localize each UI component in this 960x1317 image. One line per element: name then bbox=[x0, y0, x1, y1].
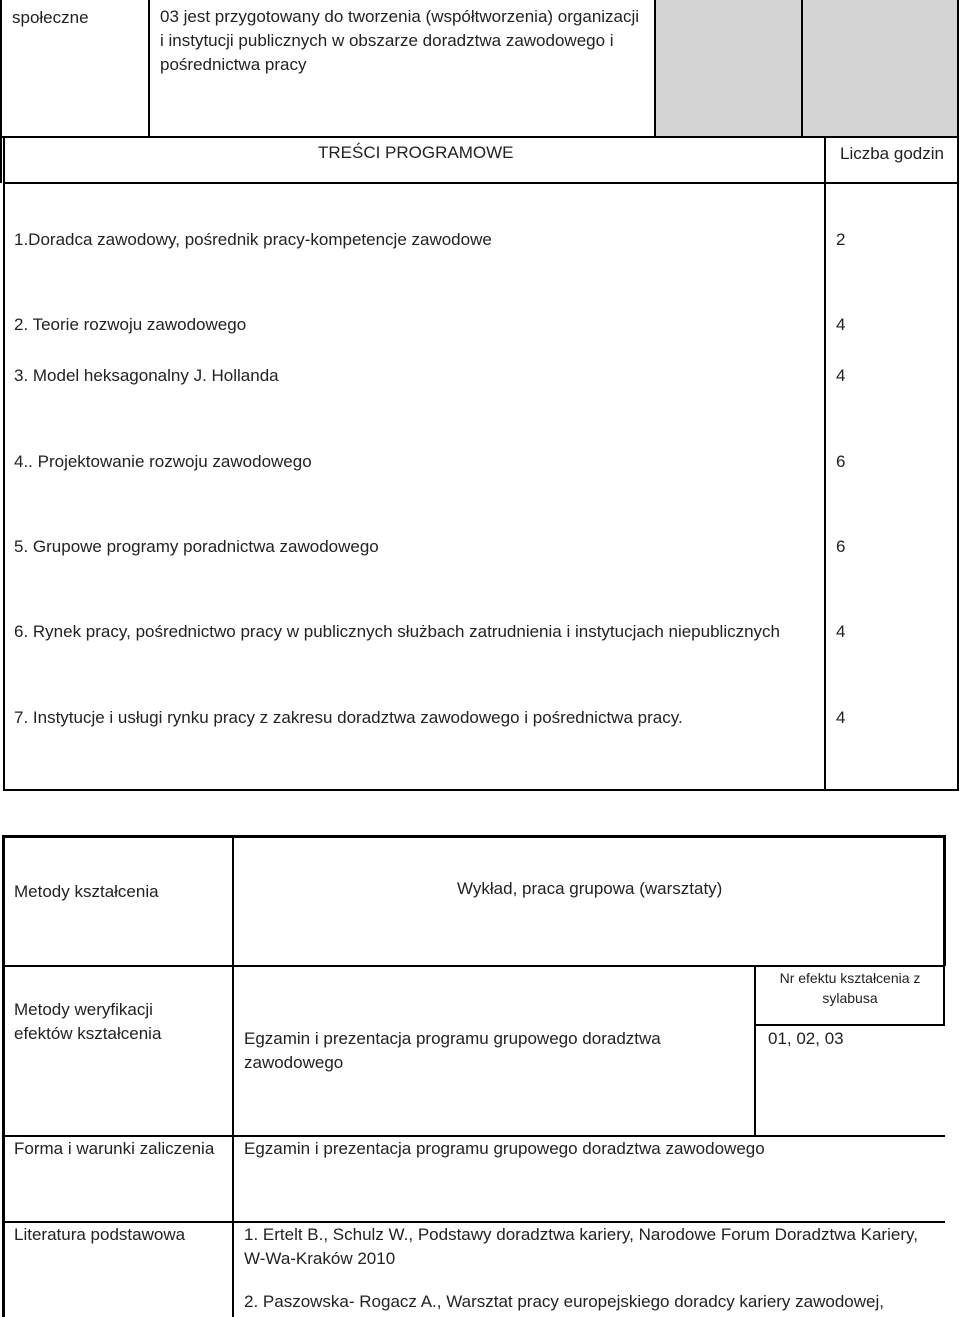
competence-description: 03 jest przygotowany do tworzenia (współtworzenia) organizacji i instytucji publicznych w obszarze doradztwa zawodowego i pośrednictwa pracy bbox=[160, 7, 640, 74]
program-topic: 4.. Projektowanie rozwoju zawodowego bbox=[14, 452, 312, 471]
program-topic: 3. Model heksagonalny J. Hollanda bbox=[14, 366, 279, 385]
literature-item: 2. Paszowska- Rogacz A., Warsztat pracy europejskiego doradcy kariery zawodowej, bbox=[244, 1292, 884, 1311]
border bbox=[654, 0, 656, 137]
program-topic: 1.Doradca zawodowy, pośrednik pracy-kompetencje zawodowe bbox=[14, 230, 492, 249]
program-hours: 6 bbox=[836, 452, 846, 471]
methods-value: Wykład, praca grupowa (warsztaty) bbox=[457, 879, 723, 898]
border bbox=[943, 835, 946, 966]
border bbox=[801, 0, 803, 137]
border bbox=[148, 0, 150, 137]
border bbox=[2, 835, 5, 1317]
effect-number-header: Nr efektu kształcenia z sylabusa bbox=[779, 970, 921, 1006]
literature-item: 1. Ertelt B., Schulz W., Podstawy doradztwa kariery, Narodowe Forum Doradztwa Kariery, W-Wa-Kraków 2010 bbox=[244, 1225, 918, 1268]
border bbox=[2, 835, 946, 838]
effect-number-value: 01, 02, 03 bbox=[768, 1029, 844, 1048]
border bbox=[943, 965, 945, 1025]
program-topic: 7. Instytucje i usługi rynku pracy z zakresu doradztwa zawodowego i pośrednictwa pracy. bbox=[14, 708, 683, 727]
program-topic: 2. Teorie rozwoju zawodowego bbox=[14, 315, 247, 334]
program-hours: 4 bbox=[836, 366, 846, 385]
program-hours: 4 bbox=[836, 708, 846, 727]
verification-value: Egzamin i prezentacja programu grupowego doradztwa zawodowego bbox=[244, 1029, 661, 1072]
grey-cell-1 bbox=[656, 0, 801, 136]
border bbox=[2, 965, 945, 967]
border bbox=[0, 136, 959, 138]
program-hours: 4 bbox=[836, 622, 846, 641]
program-topic: 6. Rynek pracy, pośrednictwo pracy w publicznych służbach zatrudnienia i instytucjach niepublicznych bbox=[14, 622, 781, 641]
completion-label: Forma i warunki zaliczenia bbox=[14, 1139, 215, 1158]
program-topic: 5. Grupowe programy poradnictwa zawodowego bbox=[14, 537, 379, 556]
border bbox=[957, 0, 959, 790]
program-header-title: TREŚCI PROGRAMOWE bbox=[318, 143, 514, 162]
border bbox=[0, 0, 2, 183]
border bbox=[3, 182, 959, 184]
completion-value: Egzamin i prezentacja programu grupowego doradztwa zawodowego bbox=[244, 1139, 765, 1158]
verification-label: Metody weryfikacji efektów kształcenia bbox=[14, 1000, 162, 1043]
program-hours: 4 bbox=[836, 315, 846, 334]
program-hours: 2 bbox=[836, 230, 846, 249]
top-left-label: społeczne bbox=[12, 8, 89, 27]
border bbox=[232, 835, 234, 1317]
literature-label: Literatura podstawowa bbox=[14, 1225, 186, 1244]
methods-label: Metody kształcenia bbox=[14, 882, 159, 901]
border bbox=[3, 789, 959, 791]
program-header-hours: Liczba godzin bbox=[840, 144, 944, 163]
grey-cell-2 bbox=[803, 0, 957, 136]
program-hours: 6 bbox=[836, 537, 846, 556]
border bbox=[824, 137, 826, 790]
border bbox=[754, 965, 756, 1137]
border bbox=[3, 136, 5, 790]
border bbox=[754, 1024, 945, 1026]
